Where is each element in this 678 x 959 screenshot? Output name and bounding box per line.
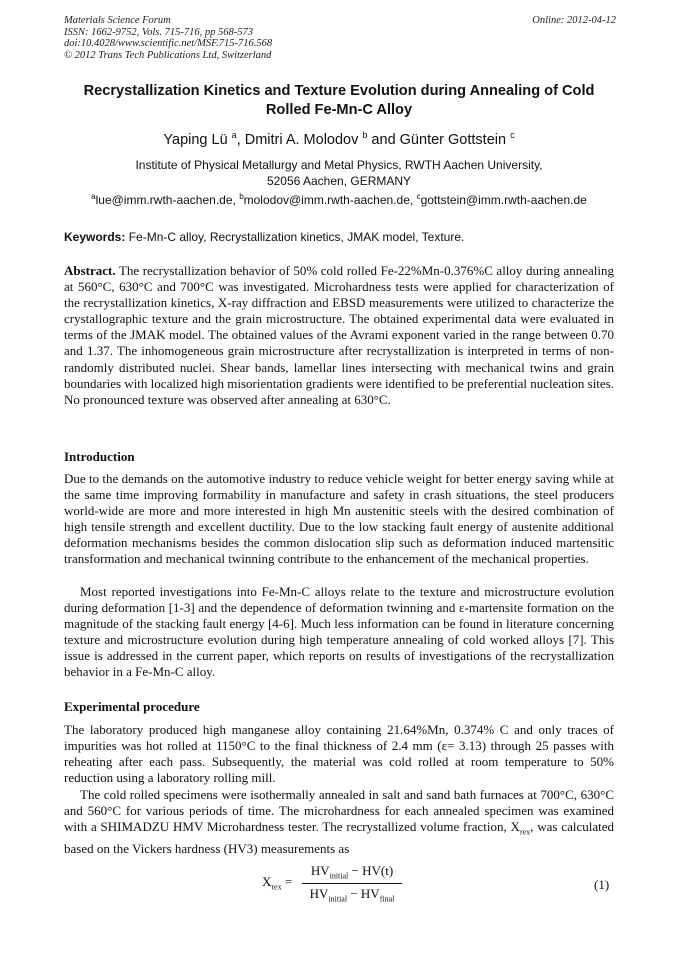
equation-1 bbox=[262, 863, 402, 903]
email-marker: c bbox=[416, 192, 421, 201]
email-marker: b bbox=[239, 192, 244, 201]
author-marker: b bbox=[362, 130, 368, 140]
doi-line: doi:10.4028/www.scientific.net/MSF.715-716.568 bbox=[64, 38, 273, 50]
eq-numerator bbox=[302, 863, 402, 884]
paper-title: Recrystallization Kinetics and Texture Evolution during Annealing of Cold Rolled Fe-Mn-C Alloy bbox=[83, 83, 595, 118]
eq-subscript: initial bbox=[329, 871, 349, 881]
equation-number: (1) bbox=[594, 877, 610, 892]
author-name: and Günter Gottstein bbox=[367, 132, 507, 148]
affiliation-line: 52056 Aachen, GERMANY bbox=[266, 174, 412, 188]
author-emails bbox=[64, 192, 614, 208]
eq-sign: = bbox=[281, 874, 293, 889]
keywords bbox=[64, 229, 616, 245]
eq-subscript: final bbox=[379, 894, 395, 904]
journal-name: Materials Science Forum bbox=[64, 15, 171, 26]
eq-denominator bbox=[302, 884, 402, 904]
paragraph: The laboratory produced high manganese alloy containing 21.64%Mn, 0.374% C and only traces of impurities was hot rolled at 1150°C to the final thickness of 2.4 mm (ε= 3.13) through 25 passes with reheating after each pass. Subsequently, the material was cold rolled at room temperature to 50% reduction using a laboratory rolling mill. bbox=[64, 722, 614, 786]
email-marker: a bbox=[91, 192, 96, 201]
affiliation-line: Institute of Physical Metallurgy and Metal Physics, RWTH Aachen University, bbox=[135, 158, 543, 172]
author-name: , Dmitri A. Molodov bbox=[236, 132, 359, 148]
paragraph: Due to the demands on the automotive industry to reduce vehicle weight for better energy saving while at the same time improving formability in manufacture and safety in crash situations, the steel producers world-wide are more and more interested in high Mn austenitic steels with the desired combination of high tensile strength and excellent ductility. Due to the low stacking fault energy of austenite additional deformation mechanisms besides the common dislocation slip such as deformation induced martensitic transformation and mechanical twinning contribute to the enhancement of the mechanical properties. bbox=[64, 471, 614, 567]
author-marker: a bbox=[231, 130, 237, 140]
online-date: Online: 2012-04-12 bbox=[532, 15, 616, 26]
abstract-label: Abstract. bbox=[64, 263, 116, 278]
section-heading-experimental: Experimental procedure bbox=[64, 699, 200, 714]
paragraph: The cold rolled specimens were isothermally annealed in salt and sand bath furnaces at 700°C, 630°C and 560°C for various periods of time. The microhardness for each annealed specimen was examined with a SHIMADZU HMV Microhardness tester. The recrystallized volume fraction, $X_{rex}$, was calculated based on the Vickers hardness (HV3) measurements as bbox=[64, 787, 614, 856]
eq-term: HV bbox=[309, 885, 329, 901]
keywords-text: Fe-Mn-C alloy, Recrystallization kinetics, JMAK model, Texture. bbox=[125, 230, 465, 244]
affiliation bbox=[64, 157, 614, 189]
eq-term: HV bbox=[310, 863, 330, 878]
journal-header bbox=[64, 15, 616, 61]
issn-line: ISSN: 1662-9752, Vols. 715-716, pp 568-573 bbox=[64, 26, 253, 38]
eq-term: − HV(t) bbox=[348, 863, 394, 878]
eq-subscript: initial bbox=[328, 894, 348, 904]
paragraph: Most reported investigations into Fe-Mn-C alloys relate to the texture and microstructure evolution during deformation [1-3] and the dependence of deformation twinning and ε-martensite formation on the magnitude of the stacking fault energy [4-6]. Much less information can be found in literature concerning texture and microstructure evolution during high temperature annealing of cold worked alloys [7]. This issue is addressed in the current paper, which reports on results of investigations of the recrystallization behavior in a Fe-Mn-C alloy. bbox=[64, 584, 614, 680]
keywords-label: Keywords: bbox=[64, 230, 126, 244]
equation-fraction bbox=[302, 863, 402, 903]
author-list bbox=[64, 131, 614, 149]
eq-term: − HV bbox=[347, 885, 380, 901]
copyright-line: © 2012 Trans Tech Publications Ltd, Switzerland bbox=[64, 49, 272, 61]
abstract bbox=[64, 263, 614, 408]
email-link[interactable]: gottstein@imm.rwth-aachen.de bbox=[420, 193, 587, 207]
abstract-text: The recrystallization behavior of 50% cold rolled Fe-22%Mn-0.376%C alloy during annealing at 560°C, 630°C and 700°C was investigated. Microhardness tests were applied for characterization of the recrystallization kinetics, X-ray diffraction and EBSD measurements were utilized to characterize the crystallographic texture and the grain microstructure. The obtained experimental data were evaluated in terms of the JMAK model. The obtained values of the Avrami exponent varied in the range between 0.70 and 1.37. The inhomogeneous grain microstructure after recrystallization is interpreted in terms of non-randomly distributed nuclei. Shear bands, lamellar lines intersecting with mechanical twins and grain boundaries with localized high misorientation gradients were identified to be preferential nucleation sites. No pronounced texture was observed after annealing at 630°C. bbox=[64, 263, 614, 407]
author-name: Yaping Lü bbox=[163, 132, 228, 148]
section-heading-introduction: Introduction bbox=[64, 449, 135, 464]
eq-symbol: X bbox=[262, 874, 272, 889]
author-marker: c bbox=[510, 130, 515, 140]
email-link[interactable]: molodov@imm.rwth-aachen.de, bbox=[243, 193, 417, 207]
equation-lhs bbox=[262, 874, 292, 892]
eq-subscript: rex bbox=[271, 882, 282, 892]
email-link[interactable]: lue@imm.rwth-aachen.de, bbox=[95, 193, 240, 207]
